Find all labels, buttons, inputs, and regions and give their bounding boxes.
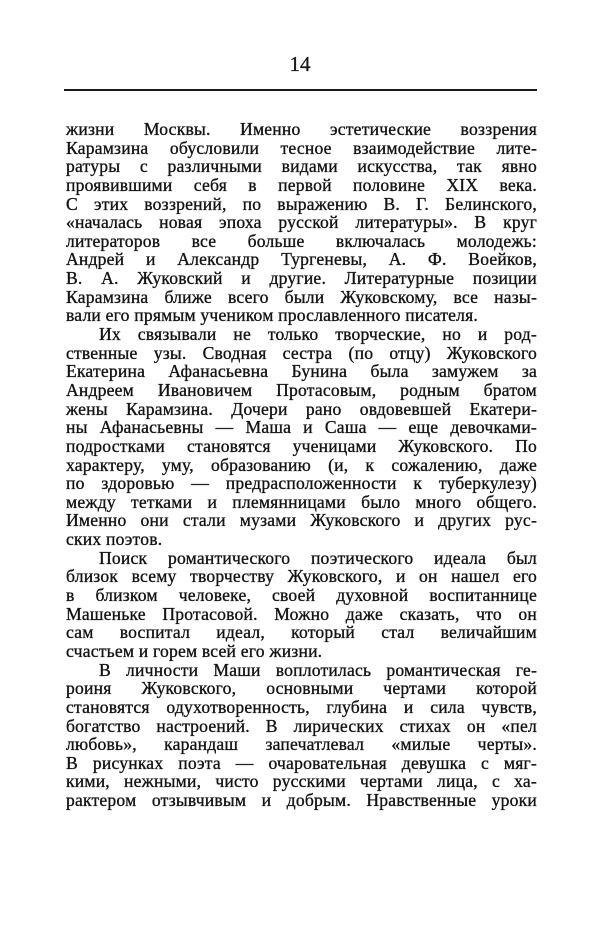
text-line: по здоровью — предрасположенности к туберкулезу) <box>66 473 537 494</box>
header-rule <box>64 89 537 91</box>
page-number: 14 <box>289 52 311 76</box>
text-line: любовь», карандаш запечатлевал «милые черты». <box>66 734 537 755</box>
text-line: становятся одухотворенность, глубина и сила чувств, <box>66 696 537 717</box>
text-line: рактером отзывчивым и добрым. Нравственные уроки <box>66 790 537 811</box>
text-line: В личности Маши воплотилась романтическая ге- <box>99 659 537 680</box>
text-line: характеру, уму, образованию (и, к сожалению, даже <box>66 454 537 475</box>
text-line: литераторов все больше включалась молодежь: <box>66 230 537 251</box>
text-line: ратуры с различными видами искусства, так явно <box>66 156 537 177</box>
paragraph <box>66 120 537 325</box>
text-line: Именно они стали музами Жуковского и других рус- <box>66 510 537 531</box>
text-line: Карамзина ближе всего были Жуковскому, все назы- <box>66 286 537 307</box>
text-line: Их связывали не только творческие, но и род- <box>99 324 537 345</box>
text-line: близок всему творчеству Жуковского, и он нашел его <box>66 566 537 587</box>
text-line: ны Афанасьевны — Маша и Саша — еще девочками- <box>66 417 537 438</box>
text-line: кими, нежными, чисто русскими чертами лица, с ха- <box>66 771 537 792</box>
text-line: жизни Москвы. Именно эстетические воззрения <box>66 119 537 139</box>
text-line: счастьем и горем всей его жизни. <box>66 640 323 661</box>
text-line: между тетками и племянницами было много общего. <box>66 491 537 512</box>
text-line: роиня Жуковского, основными чертами которой <box>66 678 537 699</box>
text-line: ских поэтов. <box>66 529 163 550</box>
text-line: подростками становятся ученицами Жуковского. По <box>66 435 537 456</box>
paragraph <box>66 549 537 661</box>
text-line: «началась новая эпоха русской литературы». В круг <box>66 212 537 233</box>
text-line: Машеньке Протасовой. Можно даже сказать, что он <box>66 603 537 624</box>
text-line: богатство настроений. В лирических стихах он «пел <box>66 715 537 736</box>
text-line: Андрей и Александр Тургеневы, А. Ф. Воейков, <box>66 249 537 270</box>
paragraph <box>66 325 537 549</box>
body-text <box>66 120 537 810</box>
paragraph <box>66 661 537 810</box>
text-line: сам воспитал идеал, который стал величайшим <box>66 622 537 643</box>
text-line: Андреем Ивановичем Протасовым, родным братом <box>66 379 537 400</box>
text-line: вали его прямым учеником прославленного писателя. <box>66 305 479 326</box>
text-line: в близком человеке, своей духовной воспитаннице <box>66 585 537 606</box>
text-line: ственные узы. Сводная сестра (по отцу) Жуковского <box>66 342 537 363</box>
text-line: Карамзина обусловили тесное взаимодействие лите- <box>66 137 537 158</box>
text-line: жены Карамзина. Дочери рано овдовевшей Екатери- <box>66 398 537 419</box>
text-line: проявившими себя в первой половине XIX века. <box>66 174 537 195</box>
text-line: Поиск романтического поэтического идеала был <box>99 547 537 568</box>
text-line: С этих воззрений, по выражению В. Г. Белинского, <box>66 193 537 214</box>
text-line: В рисунках поэта — очаровательная девушка с мяг- <box>66 752 537 773</box>
text-line: В. А. Жуковский и другие. Литературные позиции <box>66 268 537 289</box>
text-line: Екатерина Афанасьевна Бунина была замужем за <box>66 361 537 382</box>
